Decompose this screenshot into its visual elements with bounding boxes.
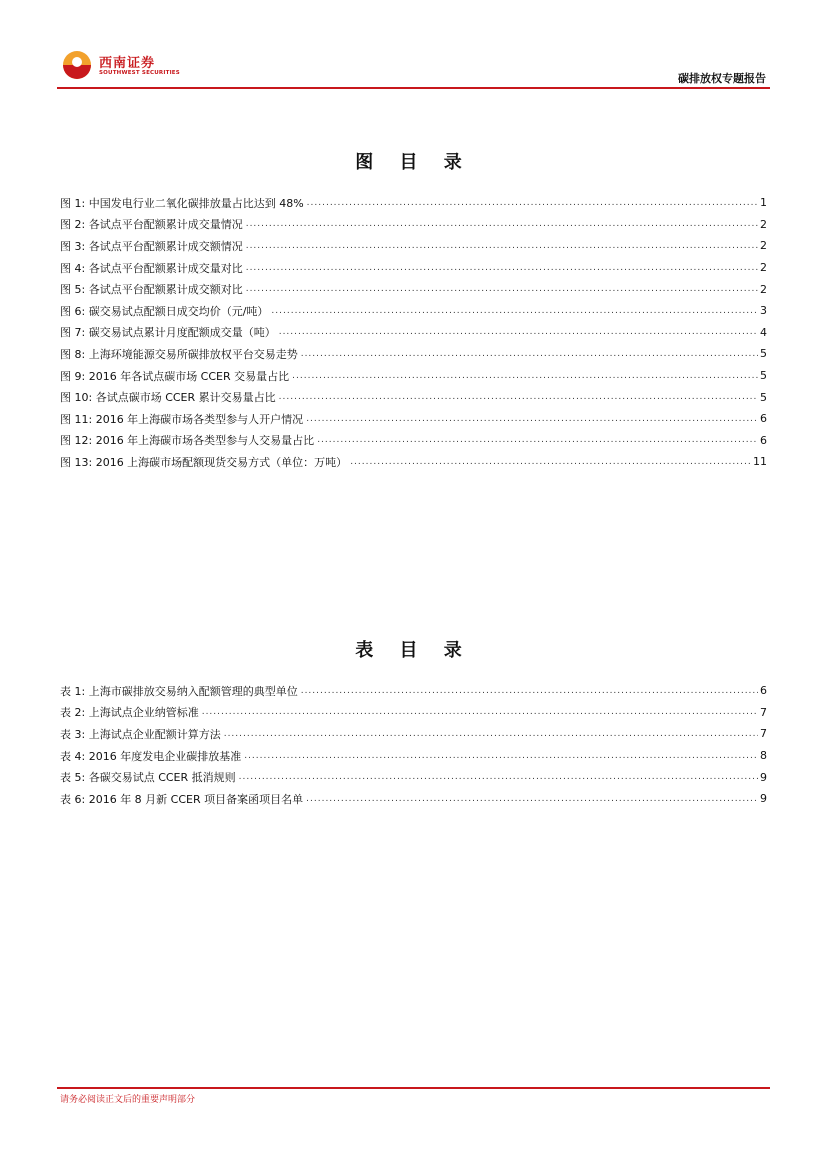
- logo-emblem-icon: [63, 51, 91, 79]
- brand-logo: [63, 51, 180, 83]
- dot-leader: [239, 772, 758, 782]
- figure-toc-entry-label: 图 13: 2016 上海碳市场配额现货交易方式（单位：万吨）: [60, 455, 348, 469]
- logo-chinese-name: 西南证券: [99, 56, 156, 71]
- figure-toc-entry-label: 图 6: 碳交易试点配额日成交均价（元/吨）: [60, 304, 269, 318]
- dot-leader: [246, 241, 758, 251]
- figures-toc-title: 图 目 录: [355, 152, 472, 173]
- dot-leader: [292, 371, 758, 381]
- figure-toc-entry-page: 11: [753, 455, 767, 469]
- figure-toc-entry-page: 6: [760, 412, 767, 426]
- figure-toc-entry-label: 图 11: 2016 年上海碳市场各类型参与人开户情况: [60, 412, 304, 426]
- dot-leader: [202, 707, 758, 717]
- table-toc-entry-label: 表 3: 上海试点企业配额计算方法: [60, 727, 221, 741]
- figure-toc-entry-page: 5: [760, 390, 767, 404]
- dot-leader: [246, 263, 758, 273]
- dot-leader: [301, 686, 758, 696]
- dot-leader: [350, 457, 751, 467]
- figure-toc-entry-label: 图 9: 2016 年各试点碳市场 CCER 交易量占比: [60, 369, 290, 383]
- figure-toc-entry-label: 图 3: 各试点平台配额累计成交额情况: [60, 239, 243, 253]
- header-divider: [57, 87, 770, 89]
- dot-leader: [224, 729, 758, 739]
- table-toc-entry[interactable]: [60, 788, 767, 810]
- dot-leader: [279, 392, 758, 402]
- table-toc-entry[interactable]: [60, 723, 767, 745]
- table-toc-entry-page: 7: [760, 727, 767, 741]
- figure-toc-entry-label: 图 10: 各试点碳市场 CCER 累计交易量占比: [60, 391, 276, 405]
- table-toc-entry[interactable]: [60, 766, 767, 788]
- dot-leader: [244, 751, 758, 761]
- figure-toc-entry[interactable]: [60, 214, 767, 236]
- table-toc-entry-page: 6: [760, 684, 767, 698]
- figure-toc-entry-label: 图 8: 上海环境能源交易所碳排放权平台交易走势: [60, 347, 298, 361]
- logo-english-name: SOUTHWEST SECURITIES: [99, 70, 180, 76]
- figure-toc-entry[interactable]: [60, 300, 767, 322]
- tables-toc-list: [60, 680, 767, 810]
- page-header: [57, 48, 770, 88]
- figure-toc-entry-page: 2: [760, 261, 767, 275]
- table-toc-entry-label: 表 4: 2016 年度发电企业碳排放基准: [60, 749, 242, 763]
- figure-toc-entry-page: 2: [760, 217, 767, 231]
- figure-toc-entry-page: 1: [760, 196, 767, 210]
- dot-leader: [306, 794, 758, 804]
- figure-toc-entry-label: 图 1: 中国发电行业二氧化碳排放量占比达到 48%: [60, 196, 304, 210]
- figure-toc-entry-page: 3: [760, 304, 767, 318]
- table-toc-entry-page: 7: [760, 705, 767, 719]
- figure-toc-entry-label: 图 7: 碳交易试点累计月度配额成交量（吨）: [60, 326, 276, 340]
- dot-leader: [317, 435, 758, 445]
- table-toc-entry[interactable]: [60, 680, 767, 702]
- figure-toc-entry-label: 图 5: 各试点平台配额累计成交额对比: [60, 283, 243, 297]
- figure-toc-entry-label: 图 4: 各试点平台配额累计成交量对比: [60, 261, 243, 275]
- figure-toc-entry[interactable]: [60, 343, 767, 365]
- dot-leader: [271, 306, 758, 316]
- figure-toc-entry-page: 4: [760, 325, 767, 339]
- table-toc-entry[interactable]: [60, 702, 767, 724]
- footer-disclaimer: 请务必阅读正文后的重要声明部分: [60, 1095, 196, 1105]
- figure-toc-entry-page: 2: [760, 239, 767, 253]
- figure-toc-entry[interactable]: [60, 322, 767, 344]
- figure-toc-entry[interactable]: [60, 235, 767, 257]
- table-toc-entry-page: 9: [760, 792, 767, 806]
- table-toc-entry[interactable]: [60, 745, 767, 767]
- dot-leader: [306, 414, 758, 424]
- figure-toc-entry-label: 图 12: 2016 年上海碳市场各类型参与人交易量占比: [60, 434, 315, 448]
- dot-leader: [246, 219, 758, 229]
- figure-toc-entry[interactable]: [60, 192, 767, 214]
- tables-toc-title: 表 目 录: [355, 640, 472, 661]
- table-toc-entry-page: 9: [760, 770, 767, 784]
- figure-toc-entry[interactable]: [60, 386, 767, 408]
- figure-toc-entry-page: 5: [760, 369, 767, 383]
- figure-toc-entry-label: 图 2: 各试点平台配额累计成交量情况: [60, 218, 243, 232]
- table-toc-entry-label: 表 1: 上海市碳排放交易纳入配额管理的典型单位: [60, 684, 298, 698]
- figure-toc-entry[interactable]: [60, 451, 767, 473]
- table-toc-entry-page: 8: [760, 749, 767, 763]
- figure-toc-entry[interactable]: [60, 278, 767, 300]
- figure-toc-entry-page: 6: [760, 433, 767, 447]
- figure-toc-entry-page: 5: [760, 347, 767, 361]
- figure-toc-entry[interactable]: [60, 257, 767, 279]
- figures-toc-list: [60, 192, 767, 473]
- figure-toc-entry[interactable]: [60, 408, 767, 430]
- table-toc-entry-label: 表 6: 2016 年 8 月新 CCER 项目备案函项目名单: [60, 792, 304, 806]
- dot-leader: [279, 327, 758, 337]
- dot-leader: [301, 349, 758, 359]
- figure-toc-entry-page: 2: [760, 282, 767, 296]
- figure-toc-entry[interactable]: [60, 430, 767, 452]
- footer-divider: [57, 1087, 770, 1089]
- dot-leader: [307, 198, 758, 208]
- table-toc-entry-label: 表 5: 各碳交易试点 CCER 抵消规则: [60, 771, 236, 785]
- report-title: 碳排放权专题报告: [678, 72, 766, 85]
- figure-toc-entry[interactable]: [60, 365, 767, 387]
- table-toc-entry-label: 表 2: 上海试点企业纳管标准: [60, 706, 199, 720]
- dot-leader: [246, 284, 758, 294]
